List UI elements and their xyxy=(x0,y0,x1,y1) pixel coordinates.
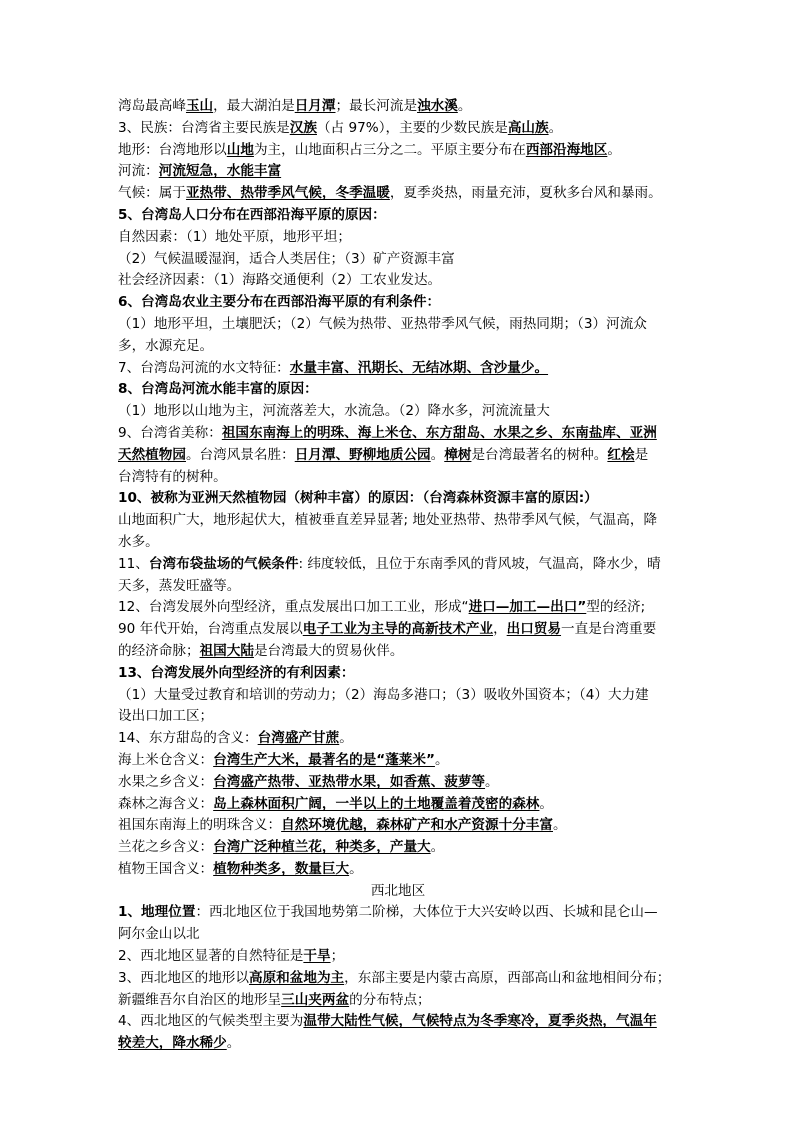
text-segment: 亚热带、热带季风气候，冬季温暖 xyxy=(185,185,390,202)
text-segment: 干旱 xyxy=(303,948,331,965)
text-segment: 3、西北地区的地形以 xyxy=(118,969,249,986)
text-line xyxy=(118,183,678,205)
text-segment: 进口—加工—出口” xyxy=(468,599,587,616)
text-segment: 台湾盛产热带、亚热带水果，如香蕉、菠萝等 xyxy=(213,773,486,790)
text-segment: 型的经济; xyxy=(586,599,646,616)
text-line xyxy=(118,837,678,859)
text-line xyxy=(118,902,678,924)
text-segment: 河流短急，水能丰富 xyxy=(158,163,282,180)
text-segment: ：西北地区位于我国地势第二阶梯，大体位于大兴安岭以西、长城和昆仑山— xyxy=(195,904,658,921)
text-segment: 红桧 xyxy=(607,446,635,463)
text-line xyxy=(118,227,678,249)
text-segment: 。 xyxy=(539,795,553,812)
text-line xyxy=(118,990,678,1012)
text-segment: 是 xyxy=(634,446,649,463)
text-segment: 的分布特点； xyxy=(349,991,431,1008)
text-segment: 14、东方甜岛的含义： xyxy=(118,730,258,747)
text-segment: 出口贸易 xyxy=(506,621,562,638)
text-segment: 新疆维吾尔自治区的地形呈 xyxy=(118,991,282,1008)
text-segment: 8、台湾岛河流水能丰富的原因： xyxy=(118,381,318,398)
text-line xyxy=(118,292,678,314)
text-segment: 。 xyxy=(457,98,472,114)
text-segment: 。 xyxy=(226,1035,241,1052)
text-segment: 一直是台湾重要 xyxy=(561,621,657,638)
text-segment: 水果之乡含义： xyxy=(118,773,214,790)
text-segment: 10、被称为亚洲天然植物园（树种丰富）的原因：（台湾森林资源丰富的原因:） xyxy=(118,490,598,507)
text-segment: 祖国大陆 xyxy=(199,642,254,659)
text-segment: 祖国东南海上的明珠、海上米仓、东方甜岛、水果之乡、东南盐库、亚洲 xyxy=(221,424,657,441)
text-segment: 台湾生产大米，最著名的是“蓬莱米” xyxy=(213,751,435,768)
text-segment: 海上米仓含义： xyxy=(118,751,214,768)
text-segment: 6、台湾岛农业主要分布在西部沿海平原的有利条件： xyxy=(118,294,441,311)
text-segment: 设出口加工区； xyxy=(118,708,214,725)
text-segment: （1）地形平坦，土壤肥沃；（2）气候为热带、亚热带季风气候，雨热同期；（3）河流众 xyxy=(118,315,647,332)
text-segment: 。 xyxy=(349,860,363,877)
text-line xyxy=(118,685,678,707)
text-segment: 水多。 xyxy=(118,533,159,550)
text-line xyxy=(118,205,678,227)
text-line xyxy=(118,510,678,532)
text-segment: 电子工业为主导的高新技术产业 xyxy=(302,621,494,638)
text-segment: 山地面积广大，地形起伏大，植被垂直差异显著; 地处亚热带、热带季风气候，气温高，降 xyxy=(118,512,658,529)
text-segment: 台湾布袋盐场的气候条件 xyxy=(148,555,299,572)
text-segment: 。 xyxy=(485,773,499,790)
text-segment: 山地 xyxy=(226,141,254,158)
text-segment: 三山夹两盆 xyxy=(281,991,350,1008)
text-segment: （1）大量受过教育和培训的劳动力；（2）海岛多港口；（3）吸收外国资本；（4）大力建 xyxy=(118,686,649,703)
text-line xyxy=(118,1033,678,1055)
text-line xyxy=(118,140,678,162)
text-segment: 。台湾风景名胜： xyxy=(185,446,295,463)
text-segment: 。 xyxy=(548,119,563,136)
text-line xyxy=(118,881,678,903)
text-segment: 湾岛最高峰 xyxy=(118,98,186,114)
text-line xyxy=(118,379,678,401)
text-segment: 植物种类多，数量巨大 xyxy=(213,860,350,877)
text-segment: 水量丰富、汛期长、无结冰期、含沙量少。 xyxy=(289,359,549,376)
text-line xyxy=(118,859,678,881)
text-line xyxy=(118,488,678,510)
text-segment: 自然因素：（1）地处平原，地形平坦； xyxy=(118,228,351,245)
text-segment: 日月潭、野柳地质公园 xyxy=(294,446,431,463)
text-line xyxy=(118,467,678,489)
text-line xyxy=(118,597,678,619)
text-segment: 。 xyxy=(553,817,567,834)
text-line xyxy=(118,532,678,554)
text-segment: ，夏季炎热，雨量充沛，夏秋多台风和暴雨。 xyxy=(389,185,662,202)
text-segment: 天然植物园 xyxy=(118,446,186,463)
text-segment: 1、地理位置 xyxy=(118,904,196,921)
document-page xyxy=(118,96,678,1055)
text-line xyxy=(118,336,678,358)
text-segment: 台湾盛产甘蔗 xyxy=(257,730,340,747)
text-segment: 11、 xyxy=(118,555,149,572)
text-segment: 的经济命脉； xyxy=(118,642,200,659)
text-line xyxy=(118,554,678,576)
text-segment: 自然环境优越，森林矿产和水产资源十分丰富 xyxy=(281,817,553,834)
text-segment: （1）地形以山地为主，河流落差大，水流急。（2）降水多，河流流量大 xyxy=(118,403,550,420)
text-segment: 高原和盆地为主 xyxy=(249,969,345,986)
text-segment: 13、台湾发展外向型经济的有利因素： xyxy=(118,664,355,681)
text-segment: （2）气候温暖湿润，适合人类居住；（3）矿产资源丰富 xyxy=(118,250,455,267)
text-segment: 气候：属于 xyxy=(118,185,186,202)
text-segment: 。 xyxy=(607,141,621,158)
text-segment: 阿尔金山以北 xyxy=(118,926,200,943)
text-segment: 。 xyxy=(434,751,449,768)
text-segment: 9、台湾省美称： xyxy=(118,424,222,441)
text-segment: ； xyxy=(330,948,345,965)
text-segment: 汉族 xyxy=(289,119,317,136)
text-line xyxy=(118,161,678,183)
text-line xyxy=(118,270,678,292)
text-line xyxy=(118,576,678,598)
text-line xyxy=(118,924,678,946)
text-segment: 植物王国含义： xyxy=(118,860,214,877)
text-segment: 玉山 xyxy=(185,98,214,114)
text-segment: 森林之海含义： xyxy=(118,795,214,812)
text-line xyxy=(118,1011,678,1033)
text-line xyxy=(118,401,678,423)
text-segment: 社会经济因素：（1）海路交通便利（2）工农业发达。 xyxy=(118,272,442,289)
text-line xyxy=(118,772,678,794)
text-segment: 3、民族：台湾省主要民族是 xyxy=(118,119,290,136)
text-segment: : 纬度较低，且位于东南季风的背风坡，气温高，降水少，晴 xyxy=(298,555,661,572)
text-segment: 岛上森林面积广阔，一半以上的土地覆盖着茂密的森林 xyxy=(213,795,540,812)
text-line xyxy=(118,794,678,816)
text-segment: 樟树 xyxy=(444,446,472,463)
text-segment: 是台湾最大的贸易伙伴。 xyxy=(253,642,404,659)
text-line xyxy=(118,423,678,445)
text-segment: 兰花之乡含义： xyxy=(118,839,214,856)
text-segment: 12、台湾发展外向型经济，重点发展出口加工工业，形成“ xyxy=(118,599,469,616)
text-segment: 较差大，降水稀少 xyxy=(118,1035,227,1052)
text-line xyxy=(118,249,678,271)
text-segment: 2、西北地区显著的自然特征是 xyxy=(118,948,304,965)
text-segment: 地形：台湾地形以 xyxy=(118,141,227,158)
text-line xyxy=(118,663,678,685)
text-segment: ；最长河流是 xyxy=(335,98,418,114)
text-segment: 浊水溪 xyxy=(417,98,458,114)
text-segment: ，最大湖泊是 xyxy=(213,98,295,114)
text-line xyxy=(118,118,678,140)
text-line xyxy=(118,750,678,772)
text-segment: 4、西北地区的气候类型主要为 xyxy=(118,1013,304,1030)
text-segment: 祖国东南海上的明珠含义： xyxy=(118,817,282,834)
text-segment: 90 年代开始，台湾重点发展以 xyxy=(118,621,303,638)
text-segment: 。 xyxy=(430,839,445,856)
text-segment: 西部沿海地区 xyxy=(525,141,608,158)
text-segment: 温带大陆性气候，气候特点为冬季寒冷，夏季炎热，气温年 xyxy=(303,1013,657,1030)
text-segment: 西北地区 xyxy=(370,882,426,899)
text-segment: 天多，蒸发旺盛等。 xyxy=(118,577,241,594)
text-line xyxy=(118,641,678,663)
text-line xyxy=(118,358,678,380)
text-segment: 是台湾最著名的树种。 xyxy=(471,446,608,463)
text-segment: 日月潭 xyxy=(294,98,336,114)
text-segment: 台湾特有的树种。 xyxy=(118,468,227,485)
text-line xyxy=(118,96,678,118)
text-segment: 为主，山地面积占三分之二。平原主要分布在 xyxy=(253,141,526,158)
text-segment: ，东部主要是内蒙古高原，西部高山和盆地相间分布； xyxy=(344,969,671,986)
text-segment: ， xyxy=(493,621,507,638)
text-segment: 。 xyxy=(430,446,445,463)
text-line xyxy=(118,968,678,990)
text-line xyxy=(118,946,678,968)
text-segment: 多，水源充足。 xyxy=(118,337,214,354)
text-line xyxy=(118,314,678,336)
text-line xyxy=(118,815,678,837)
text-segment: （占 97%），主要的少数民族是 xyxy=(316,119,508,136)
text-segment: 高山族 xyxy=(507,119,549,136)
text-line xyxy=(118,619,678,641)
text-line xyxy=(118,706,678,728)
text-segment: 。 xyxy=(339,730,353,747)
text-segment: 河流： xyxy=(118,163,159,180)
text-segment: 5、台湾岛人口分布在西部沿海平原的原因： xyxy=(118,206,386,223)
text-segment: 7、台湾岛河流的水文特征： xyxy=(118,359,290,376)
text-line xyxy=(118,728,678,750)
text-segment: 台湾广泛种植兰花，种类多，产量大 xyxy=(213,839,431,856)
text-line xyxy=(118,445,678,467)
